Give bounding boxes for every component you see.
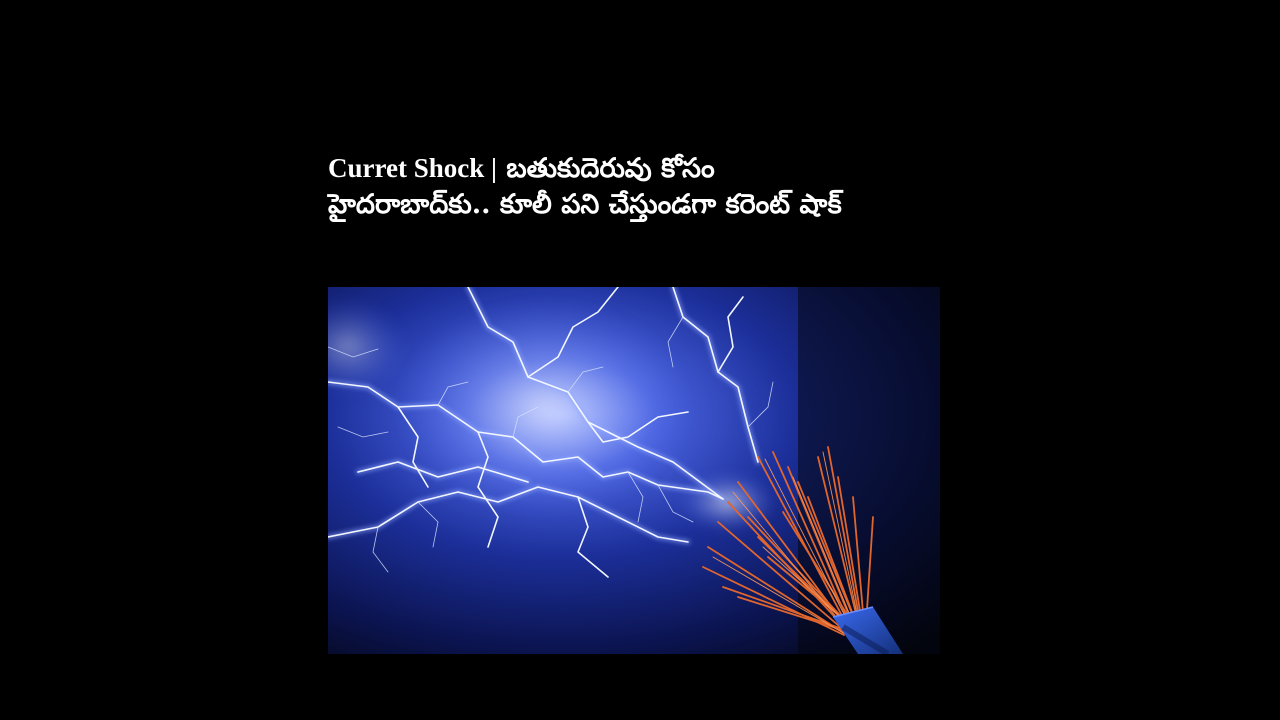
headline-text: బతుకుదెరువు కోసం హైదరాబాద్‌కు.. కూలీ పని చేస్తుండగా కరెంట్ షాక్	[328, 153, 842, 220]
headline-prefix: Curret Shock |	[328, 153, 497, 183]
article	[328, 150, 940, 223]
electric-spark-illustration	[328, 287, 940, 654]
hero-image[interactable]	[328, 287, 940, 654]
article-headline[interactable]	[328, 150, 868, 223]
